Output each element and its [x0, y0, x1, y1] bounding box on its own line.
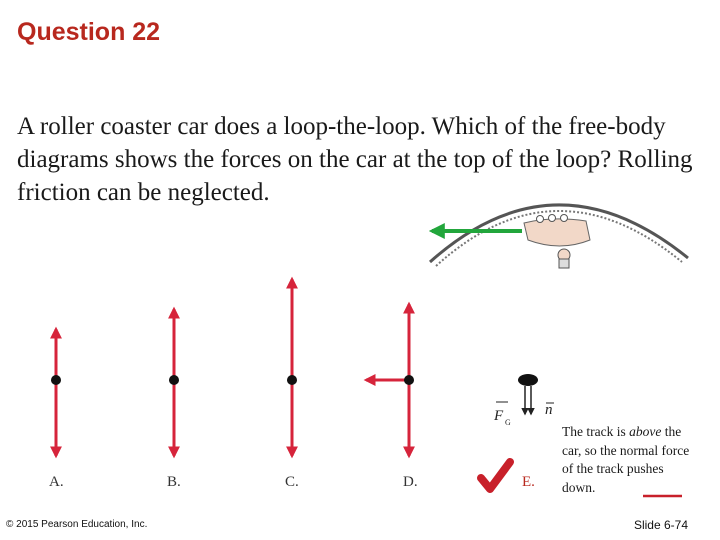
option-b-label: B.: [167, 474, 181, 490]
diagram-c: [285, 279, 299, 490]
diagram-b: [167, 309, 181, 490]
option-c-label: C.: [285, 474, 299, 490]
explanation-note: The track is above the car, so the normal force of the track pushes down.: [562, 424, 690, 495]
down-word: down.: [562, 479, 596, 495]
option-e-label: E.: [522, 474, 535, 490]
roller-coaster-car-icon: [524, 215, 590, 269]
page-title: Question 22: [17, 18, 161, 46]
option-a-label: A.: [49, 474, 64, 490]
diagram-d: [366, 304, 418, 490]
gravity-force-subscript: G: [505, 418, 511, 427]
checkmark-icon: [481, 462, 510, 489]
normal-force-label: n: [545, 402, 553, 418]
copyright: © 2015 Pearson Education, Inc.: [6, 519, 148, 530]
gravity-force-label: F: [494, 408, 504, 424]
slide-number: Slide 6-74: [633, 518, 688, 532]
question-text: A roller coaster car does a loop-the-loop. Which of the free-body diagrams shows the forces on the car at the top of the loop? Rolling friction can be neglected.: [17, 113, 693, 206]
option-d-label: D.: [403, 474, 418, 490]
diagram-a: [49, 329, 64, 490]
